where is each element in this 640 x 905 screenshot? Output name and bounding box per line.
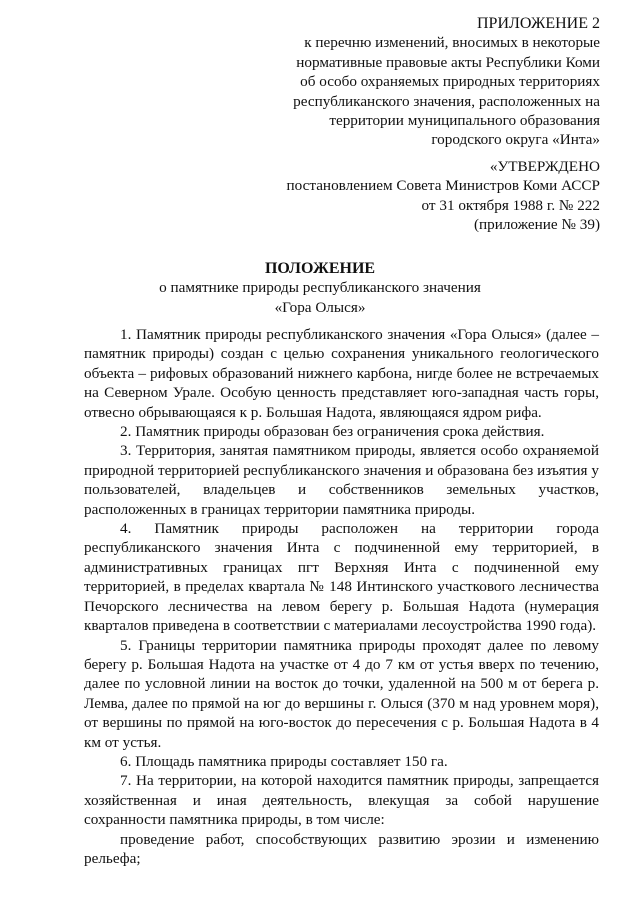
paragraph: 2. Памятник природы образован без ограничения срока действия. [120, 423, 545, 441]
paragraph: проведение работ, способствующих развитию эрозии и изменению рельефа; [84, 830, 599, 867]
appendix-line: территории муниципального образования [329, 112, 600, 130]
paragraph: 6. Площадь памятника природы составляет 150 га. [120, 752, 448, 770]
appendix-heading: ПРИЛОЖЕНИЕ 2 [476, 15, 600, 32]
document-body [84, 325, 599, 868]
approved-line: постановлением Совета Министров Коми АССР [286, 177, 600, 195]
appendix-line: городского округа «Инта» [431, 131, 600, 149]
paragraph: 4. Памятник природы расположен на территории города республиканского значения Инта с подчиненной ему территорией, в административных границах пгт Верхняя Инта с подчиненной ему территорией, в пределах квартала № 148 Интинского участкового лесничества Печорского лесничества на левом берегу р. Большая Надота (нумерация кварталов приведена в соответствии с материалами лесоустройства 1990 года). [84, 520, 599, 635]
appendix-line: об особо охраняемых природных территориях [300, 73, 600, 91]
paragraph: 3. Территория, занятая памятником природы, является особо охраняемой природной территорией республиканского значения и образована без изъятия у пользователей, владельцев и собственников земельных участков, расположенных в границах территории памятника природы. [84, 442, 599, 518]
appendix-header [260, 14, 600, 150]
document-title-block [0, 259, 640, 317]
paragraph: 7. На территории, на которой находится памятник природы, запрещается хозяйственная и иная деятельность, влекущая за собой нарушение сохранности памятника природы, в том числе: [84, 772, 599, 829]
approved-line: (приложение № 39) [473, 216, 600, 234]
approved-line: «УТВЕРЖДЕНО [489, 158, 600, 175]
paragraph: 1. Памятник природы республиканского значения «Гора Олыся» (далее – памятник природы) создан с целью сохранения уникального геологического объекта – рифовых образований нижнего карбона, нигде более не встречаемых на Северном Урале. Особую ценность представляет юго-западная часть горы, отвесно обрывающаяся к р. Большая Надота, являющаяся ядром рифа. [84, 326, 599, 421]
document-subtitle-name: «Гора Олыся» [274, 298, 366, 316]
appendix-line: к перечню изменений, вносимых в некоторые [304, 34, 600, 52]
document-title: ПОЛОЖЕНИЕ [264, 260, 376, 277]
approval-stamp-text [220, 157, 600, 235]
appendix-line: республиканского значения, расположенных на [293, 92, 600, 110]
document-subtitle: о памятнике природы республиканского значения [159, 279, 481, 297]
appendix-line: нормативные правовые акты Республики Коми [296, 53, 600, 71]
paragraph: 5. Границы территории памятника природы проходят далее по левому берегу р. Большая Надота на участке от 4 до 7 км от устья вверх по течению, далее по условной линии на восток до точки, удаленной на 500 м от берега р. Лемва, далее по прямой на юг до вершины г. Олыся (370 м над уровнем моря), от вершины по прямой на юго-восток до пересечения с р. Большая Надота в 4 км от устья. [84, 636, 599, 751]
approved-line: от 31 октября 1988 г. № 222 [421, 196, 600, 214]
